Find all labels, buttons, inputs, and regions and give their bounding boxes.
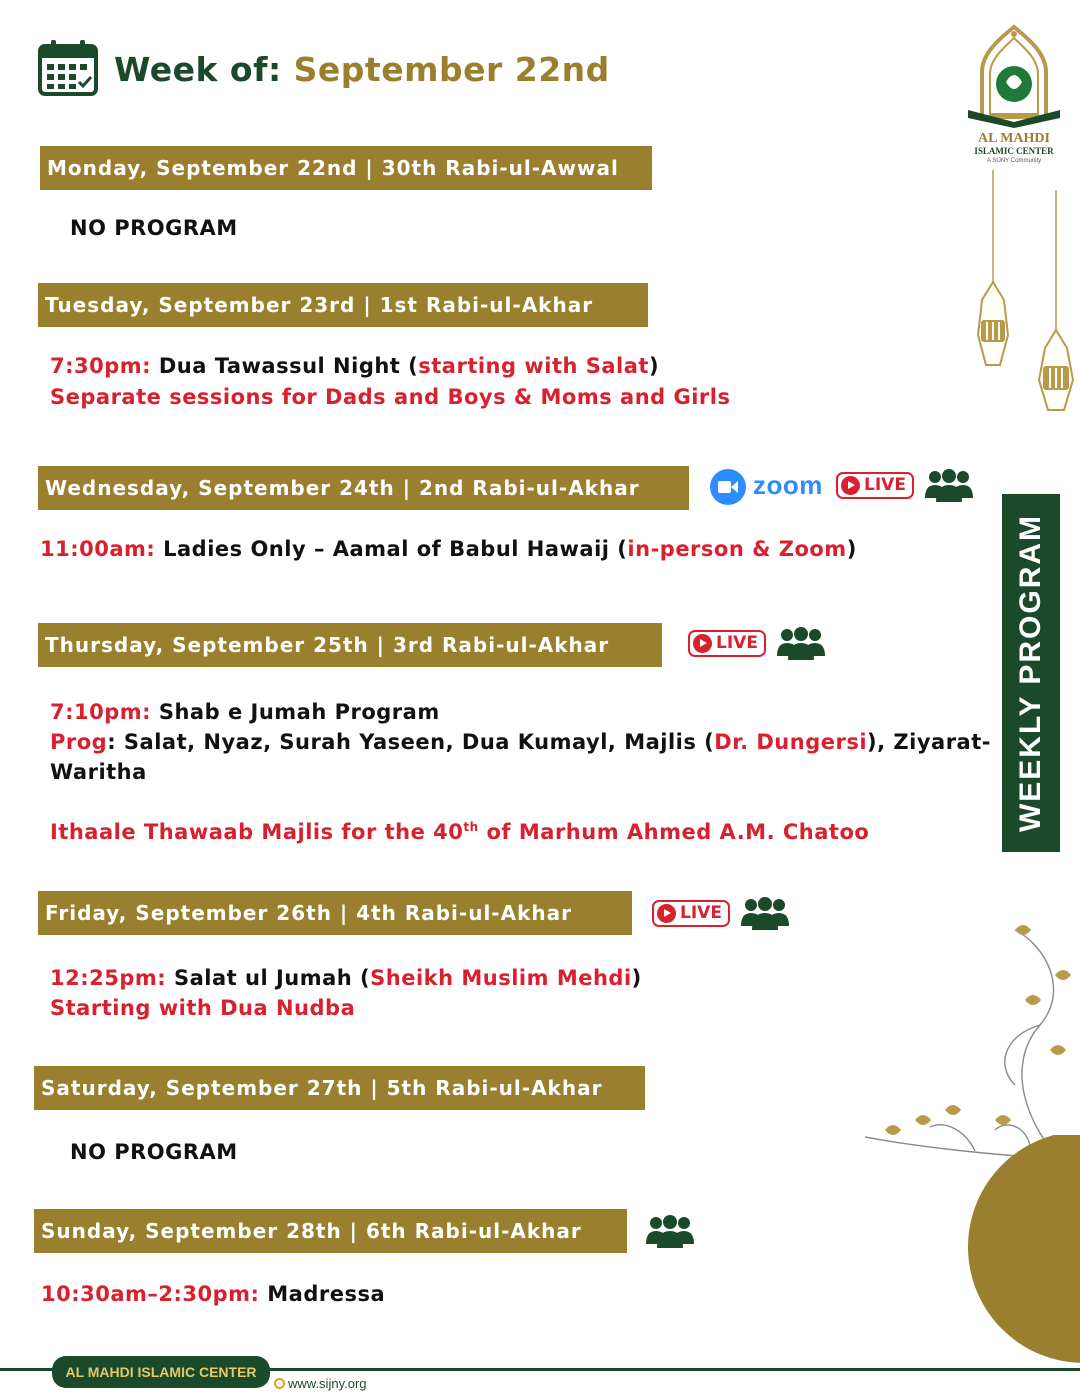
thursday-majlis xyxy=(50,820,869,844)
sunday-event-text: Madressa xyxy=(267,1282,386,1306)
day-header-tuesday: Tuesday, September 23rd | 1st Rabi-ul-Akhar xyxy=(38,283,648,327)
live-label: LIVE xyxy=(680,903,722,923)
in-person-group-icon xyxy=(646,1214,694,1248)
play-icon xyxy=(841,476,860,495)
tuesday-time: 7:30pm: xyxy=(50,354,152,378)
tuesday-line2: Separate sessions for Dads and Boys & Moms and Girls xyxy=(50,385,731,409)
zoom-logo xyxy=(710,468,825,506)
thursday-event xyxy=(50,700,440,724)
live-badge-thursday xyxy=(688,630,766,657)
thursday-prog-wrap: Waritha xyxy=(50,760,147,784)
sunday-event xyxy=(41,1282,385,1306)
org-logo xyxy=(962,22,1066,172)
day-header-wednesday: Wednesday, September 24th | 2nd Rabi-ul-Akhar xyxy=(38,466,689,510)
wednesday-event-text: Ladies Only – Aamal of Babul Hawaij ( xyxy=(163,537,628,561)
day-header-thursday: Thursday, September 25th | 3rd Rabi-ul-Akhar xyxy=(38,623,662,667)
play-icon xyxy=(657,904,676,923)
saturday-no-program: NO PROGRAM xyxy=(70,1140,238,1164)
title-date: September 22nd xyxy=(293,50,610,89)
in-person-group-icon xyxy=(925,468,973,502)
tuesday-event-note: starting with Salat xyxy=(418,354,649,378)
calendar-icon xyxy=(38,38,98,96)
thursday-prog-label: Prog xyxy=(50,730,108,754)
wednesday-event-note: in-person & Zoom xyxy=(627,537,847,561)
wednesday-event xyxy=(40,537,857,561)
decorative-vine-icon xyxy=(855,915,1080,1170)
live-label: LIVE xyxy=(716,633,758,653)
decorative-gold-circle-icon xyxy=(968,1135,1080,1367)
friday-event-end: ) xyxy=(631,966,642,990)
footer-website-link[interactable] xyxy=(274,1376,367,1391)
live-badge-wednesday xyxy=(836,472,914,499)
mosque-logo-icon xyxy=(962,22,1066,130)
in-person-group-icon xyxy=(741,896,789,930)
sunday-time: 10:30am–2:30pm: xyxy=(41,1282,260,1306)
weekly-program-banner xyxy=(1002,494,1060,852)
weekly-program-label: WEEKLY PROGRAM xyxy=(1014,513,1047,833)
day-header-friday: Friday, September 26th | 4th Rabi-ul-Akhar xyxy=(38,891,632,935)
thursday-prog-end: ), Ziyarat- xyxy=(867,730,991,754)
day-header-monday: Monday, September 22nd | 30th Rabi-ul-Awwal xyxy=(40,146,652,190)
tuesday-event-end: ) xyxy=(648,354,660,378)
logo-tagline: A SIJNY Community xyxy=(986,158,1042,164)
logo-name: AL MAHDI xyxy=(978,131,1050,146)
monday-no-program: NO PROGRAM xyxy=(70,216,238,240)
tuesday-event xyxy=(50,354,659,378)
footer-org-name: AL MAHDI ISLAMIC CENTER xyxy=(52,1356,270,1388)
decorative-lanterns-icon xyxy=(960,170,1080,430)
wednesday-event-end: ) xyxy=(846,537,857,561)
tuesday-event-text: Dua Tawassul Night ( xyxy=(158,354,419,378)
globe-icon xyxy=(274,1378,285,1389)
play-icon xyxy=(693,634,712,653)
friday-event-text: Salat ul Jumah ( xyxy=(173,966,371,990)
friday-event-speaker: Sheikh Muslim Mehdi xyxy=(370,966,632,990)
thursday-program xyxy=(50,730,991,754)
page-title xyxy=(114,50,610,89)
footer-url: www.sijny.org xyxy=(288,1376,367,1391)
logo-subtitle: ISLAMIC CENTER xyxy=(974,146,1054,156)
in-person-group-icon xyxy=(777,626,825,660)
live-label: LIVE xyxy=(864,475,906,495)
friday-line2: Starting with Dua Nudba xyxy=(50,996,356,1020)
friday-time: 12:25pm: xyxy=(50,966,167,990)
day-header-saturday: Saturday, September 27th | 5th Rabi-ul-Akhar xyxy=(34,1066,645,1110)
thursday-majlis-a: Ithaale Thawaab Majlis for the 40 xyxy=(50,820,464,844)
title-label: Week of: xyxy=(114,50,282,89)
zoom-label: zoom xyxy=(753,470,823,500)
thursday-prog-text: : Salat, Nyaz, Surah Yaseen, Dua Kumayl, Majlis ( xyxy=(107,730,715,754)
day-header-sunday: Sunday, September 28th | 6th Rabi-ul-Akhar xyxy=(34,1209,627,1253)
thursday-majlis-sup: th xyxy=(463,820,479,834)
live-badge-friday xyxy=(652,900,730,927)
friday-event xyxy=(50,966,642,990)
thursday-prog-speaker: Dr. Dungersi xyxy=(714,730,868,754)
wednesday-time: 11:00am: xyxy=(40,537,156,561)
thursday-majlis-b: of Marhum Ahmed A.M. Chatoo xyxy=(478,820,870,844)
thursday-event-text: Shab e Jumah Program xyxy=(158,700,440,724)
zoom-camera-icon xyxy=(710,469,746,505)
thursday-time: 7:10pm: xyxy=(50,700,152,724)
